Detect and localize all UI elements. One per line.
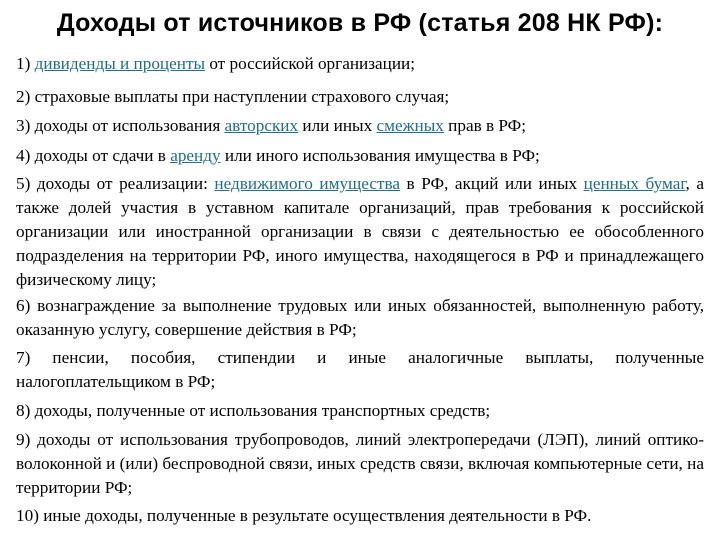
link-securities[interactable]: ценных бумаг [583,174,686,193]
item-text: 5) доходы от реализации: [16,174,215,193]
link-related-rights[interactable]: смежных [376,116,444,135]
item-text: прав в РФ; [443,116,527,135]
item-number: 1) [16,54,31,73]
link-dividends-interest[interactable]: дивиденды и проценты [34,54,206,73]
item-text: 3) доходы от использования [16,116,225,135]
list-item-4 [16,144,704,168]
list-item-9: 9) доходы от использования трубопроводов, линий электропередачи (ЛЭП), линий оптико-волоконной и (или) беспроводной связи, иных средств связи, включая компьютерные сети, на территории РФ; [16,430,704,497]
item-text: 4) доходы от сдачи в [16,146,171,165]
list-item-8: 8) доходы, полученные от использования транспортных средств; [16,401,491,420]
link-real-estate[interactable]: недвижимого имущества [214,174,400,193]
list-item-6: 6) вознаграждение за выполнение трудовых или иных обязанностей, выполненную работу, оказанную услугу, совершение действия в РФ; [16,296,704,339]
link-rent[interactable]: аренду [170,146,221,165]
list-item-3 [16,114,704,138]
item-text: в РФ, акций или иных [400,174,584,193]
item-text: от российской организации; [205,54,415,73]
list-item-1 [16,52,704,76]
list-item-2: 2) страховые выплаты при наступлении страхового случая; [16,87,450,106]
list-item-7: 7) пенсии, пособия, стипендии и иные аналогичные выплаты, полученные налогоплательщиком в РФ; [16,348,704,391]
item-text: или иного использования имущества в РФ; [220,146,540,165]
page-title: Доходы от источников в РФ (статья 208 НК РФ): [56,9,664,37]
list-item-5 [16,172,704,292]
item-text: , а также долей участия в уставном капитале организаций, прав требования к российской организации или иностранной организации в связи с деятельностью ее обособленного подразделения на территории РФ, иного имущества, находящегося в РФ и принадлежащего физическому лицу; [16,174,704,289]
link-copyright[interactable]: авторских [224,116,299,135]
item-text: или иных [298,116,377,135]
list-item-10: 10) иные доходы, полученные в результате осуществления деятельности в РФ. [16,506,592,525]
